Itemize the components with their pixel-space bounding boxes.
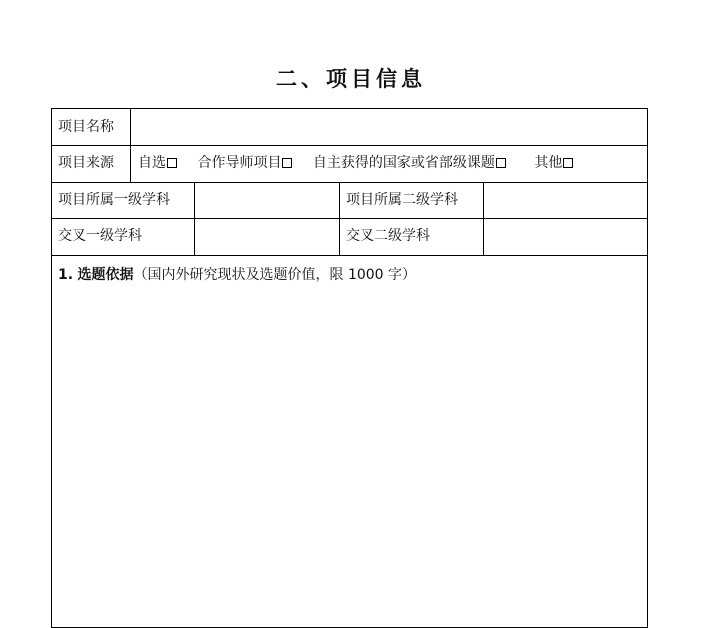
page-title: 二、项目信息 bbox=[276, 67, 426, 91]
column-divider bbox=[130, 145, 131, 182]
secondary-discipline-field[interactable] bbox=[484, 183, 648, 218]
source-option-label: 自主获得的国家或省部级课题 bbox=[312, 155, 495, 171]
project-source-options bbox=[138, 154, 589, 172]
primary-discipline-field[interactable] bbox=[195, 183, 339, 218]
checkbox-icon[interactable] bbox=[496, 158, 506, 168]
project-name-label: 项目名称 bbox=[58, 119, 114, 135]
checkbox-icon[interactable] bbox=[282, 158, 292, 168]
column-divider bbox=[339, 182, 340, 255]
source-option-label: 合作导师项目 bbox=[197, 155, 282, 171]
checkbox-icon[interactable] bbox=[563, 158, 573, 168]
project-source-label: 项目来源 bbox=[58, 155, 114, 171]
source-option-label: 其他 bbox=[534, 155, 563, 171]
project-name-field[interactable] bbox=[131, 109, 648, 145]
section-title: 选题依据 bbox=[77, 267, 134, 283]
row-divider bbox=[52, 145, 647, 146]
source-option-advisor-project[interactable] bbox=[197, 154, 292, 172]
cross-primary-discipline-field[interactable] bbox=[195, 219, 339, 255]
source-option-self-selected[interactable] bbox=[138, 154, 177, 172]
section-hint: （国内外研究现状及选题价值，限 1000 字） bbox=[133, 267, 417, 283]
cross-secondary-discipline-field[interactable] bbox=[484, 219, 648, 255]
cross-primary-discipline-label: 交叉一级学科 bbox=[58, 228, 142, 244]
cross-secondary-discipline-label: 交叉二级学科 bbox=[346, 228, 430, 244]
source-option-label: 自选 bbox=[138, 155, 166, 171]
source-option-national-provincial-topic[interactable] bbox=[313, 154, 506, 172]
source-option-other[interactable] bbox=[534, 154, 573, 172]
primary-discipline-label: 项目所属一级学科 bbox=[58, 192, 170, 208]
section-basis-heading bbox=[58, 266, 416, 284]
secondary-discipline-label: 项目所属二级学科 bbox=[346, 192, 458, 208]
section-basis-content-field[interactable] bbox=[58, 289, 642, 609]
row-divider bbox=[52, 255, 647, 256]
checkbox-icon[interactable] bbox=[167, 158, 177, 168]
project-info-form bbox=[51, 108, 648, 628]
section-number: 1. bbox=[58, 267, 74, 283]
